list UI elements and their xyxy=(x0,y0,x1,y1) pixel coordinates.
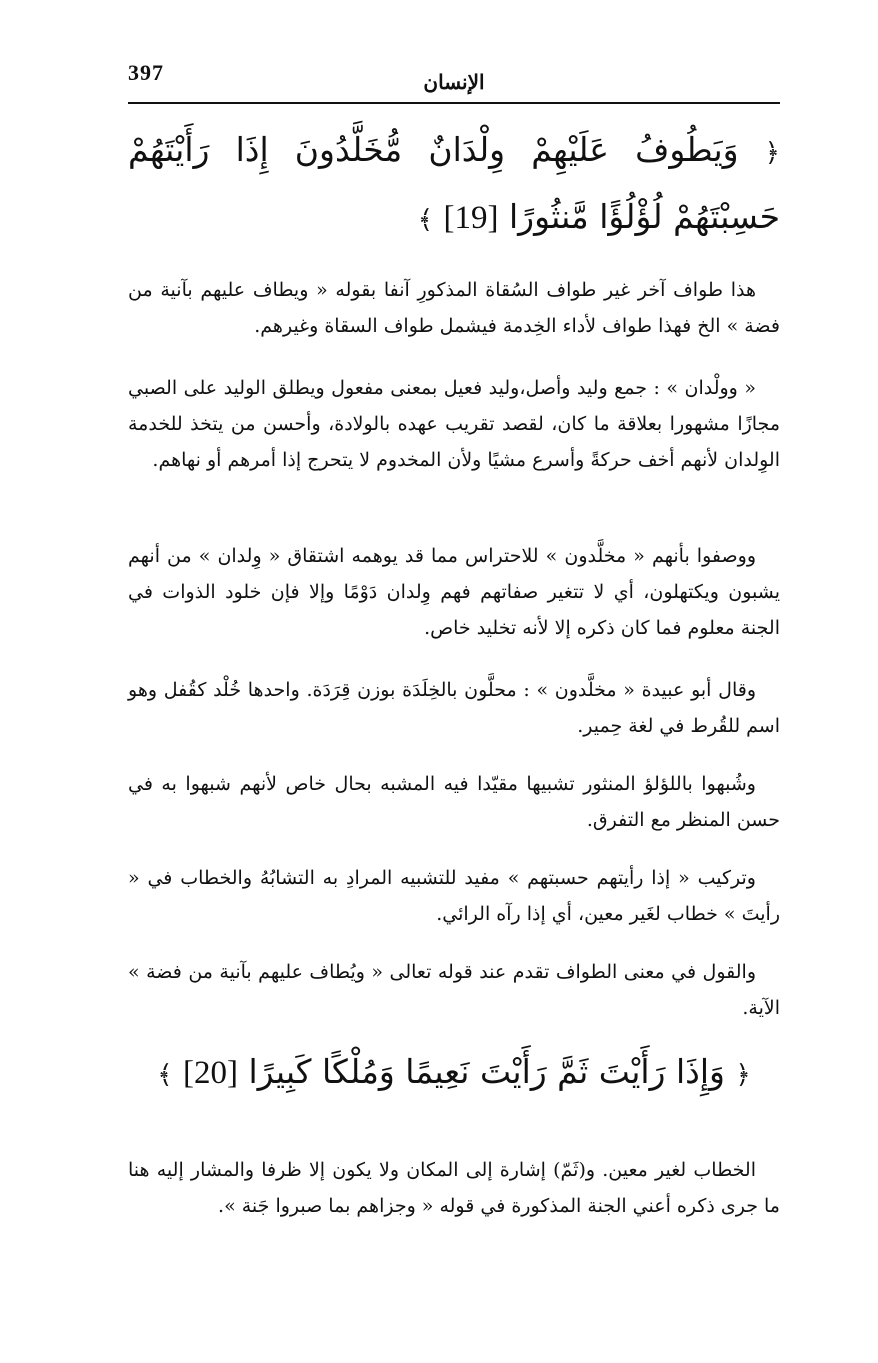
verse-close-ornament: ﴾ xyxy=(417,205,433,235)
verse-number: [20] xyxy=(183,1055,238,1091)
quran-verse-20 xyxy=(128,1040,780,1107)
commentary-paragraph: وقال أبو عبيدة « مخلَّدون » : محلَّون بالخِلَدَة بوزن قِرَدَة. واحدها خُلْد كقُفل وهو اسم للقُرط في لغة حِمير. xyxy=(128,679,780,737)
commentary-paragraph: الخطاب لغير معين. و(ثَمّ) إشارة إلى المكان ولا يكون إلا ظرفا والمشار إليه هنا ما جرى ذكره أعني الجنة المذكورة في قوله « وجزاهم بما صبروا جَنة ». xyxy=(128,1159,780,1217)
commentary-paragraph: وشُبهوا باللؤلؤ المنثور تشبيها مقيّدا فيه المشبه بحال خاص لأنهم شبهوا به في حسن المنظر مع التفرق. xyxy=(128,773,780,831)
verse-close-ornament: ﴾ xyxy=(157,1060,173,1090)
verse-open-ornament: ﴿ xyxy=(735,1060,751,1090)
verse-open-ornament: ﴿ xyxy=(764,138,780,168)
surah-title: الإنسان xyxy=(423,70,485,94)
page-number: 397 xyxy=(128,60,164,85)
commentary-paragraph: ووصفوا بأنهم « مخلَّدون » للاحتراس مما قد يوهمه اشتقاق « وِلدان » من أنهم يشبون ويكتهلون، أي لا تتغير صفاتهم فهم وِلدان دَوْمًا وإلا فإن خلود الذوات في الجنة معلوم فما كان ذكره إلا لأنه تخليد خاص. xyxy=(128,545,780,639)
verse-number: [19] xyxy=(443,200,499,236)
verse-text: وَإِذَا رَأَيْتَ ثَمَّ رَأَيْتَ نَعِيمًا وَمُلْكًا كَبِيرًا xyxy=(248,1052,725,1091)
verse-text: وَيَطُوفُ عَلَيْهِمْ وِلْدَانٌ مُّخَلَّدُونَ إِذَا رَأَيْتَهُمْ حَسِبْتَهُمْ لُؤْلُؤًا مَّنثُورًا xyxy=(128,130,780,236)
commentary-paragraph: هذا طواف آخر غير طواف السُقاة المذكورِ آنفا بقوله « ويطاف عليهم بآنية من فضة » الخ فهذا طواف لأداء الخِدمة فيشمل طواف السقاة وغيرهم. xyxy=(128,279,780,337)
commentary-paragraph: والقول في معنى الطواف تقدم عند قوله تعالى « ويُطاف عليهم بآنية من فضة » الآية. xyxy=(128,961,780,1019)
commentary-paragraph: وتركيب « إذا رأيتهم حسبتهم » مفيد للتشبيه المرادِ به التشابُهُ والخطاب في « رأيتَ » خطاب لغَير معين، أي إذا رآه الرائي. xyxy=(128,867,780,925)
quran-verse-19 xyxy=(128,118,780,252)
commentary-paragraph: « وولْدان » : جمع وليد وأصل،وليد فعيل بمعنى مفعول ويطلق الوليد على الصبي مجازًا مشهورا بعلاقة ما كان، لقصد تقريب عهده بالولادة، وأحسن من يتخذ للخدمة الوِلدان لأنهم أخف حركةً وأسرع مشيًا ولأن المخدوم لا يتحرج إذا أمرهم أو نهاهم. xyxy=(128,377,780,471)
page-header xyxy=(128,54,780,104)
